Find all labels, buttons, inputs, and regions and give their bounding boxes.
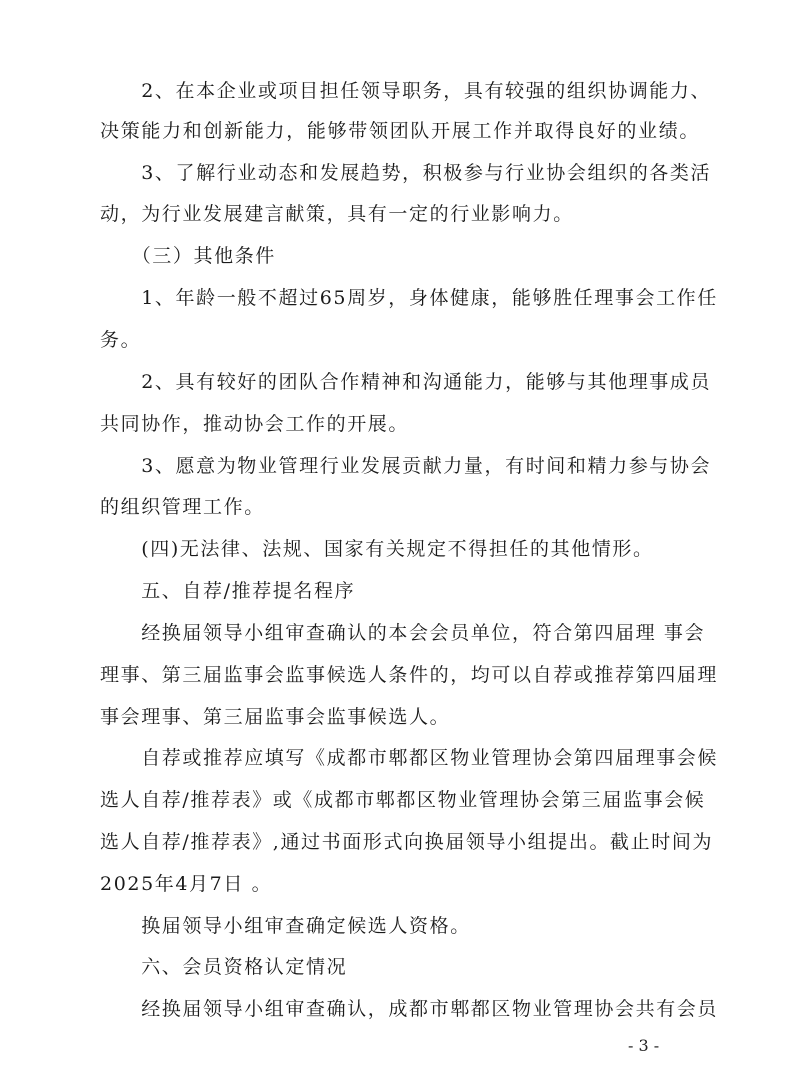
text-line: 换届领导小组审查确定候选人资格。 — [100, 915, 471, 937]
text-line: 3、愿意为物业管理行业发展贡献力量，有时间和精力参与协会 — [100, 455, 712, 477]
section-heading-membership: 六、会员资格认定情况 — [100, 956, 348, 978]
section-heading-other-conditions: （三）其他条件 — [100, 245, 276, 267]
section-heading-nomination-procedure: 五、自荐/推荐提名程序 — [100, 580, 356, 602]
page-number: - 3 - — [628, 1036, 660, 1055]
text-line: 自荐或推荐应填写《成都市郫都区物业管理协会第四届理事会候 — [100, 747, 719, 769]
text-line: 2025年4月7日 。 — [100, 873, 273, 895]
text-line: 动，为行业发展建言献策，具有一定的行业影响力。 — [100, 203, 574, 225]
text-line: 决策能力和创新能力，能够带领团队开展工作并取得良好的业绩。 — [100, 120, 700, 142]
text-line: 事会理事、第三届监事会监事候选人。 — [100, 706, 451, 728]
text-line: 共同协作，推动协会工作的开展。 — [100, 413, 410, 435]
text-line: 选人自荐/推荐表》,通过书面形式向换届领导小组提出。截止时间为 — [100, 831, 714, 853]
text-line: 理事、第三届监事会监事候选人条件的，均可以自荐或推荐第四届理 — [100, 664, 719, 686]
text-line: (四)无法律、法规、国家有关规定不得担任的其他情形。 — [100, 538, 654, 560]
text-line: 3、了解行业动态和发展趋势，积极参与行业协会组织的各类活 — [100, 162, 712, 184]
text-line: 务。 — [100, 329, 142, 351]
text-line: 经换届领导小组审查确认，成都市郫都区物业管理协会共有会员 — [100, 998, 719, 1020]
text-line: 选人自荐/推荐表》或《成都市郫都区物业管理协会第三届监事会候 — [100, 789, 706, 811]
text-line: 2、具有较好的团队合作精神和沟通能力，能够与其他理事成员 — [100, 371, 712, 393]
text-line: 经换届领导小组审查确认的本会会员单位，符合第四届理 事会 — [100, 622, 706, 644]
text-line: 的组织管理工作。 — [100, 496, 265, 518]
text-line: 1、年龄一般不超过65周岁，身体健康，能够胜任理事会工作任 — [100, 287, 718, 309]
text-line: 2、在本企业或项目担任领导职务，具有较强的组织协调能力、 — [100, 80, 712, 102]
